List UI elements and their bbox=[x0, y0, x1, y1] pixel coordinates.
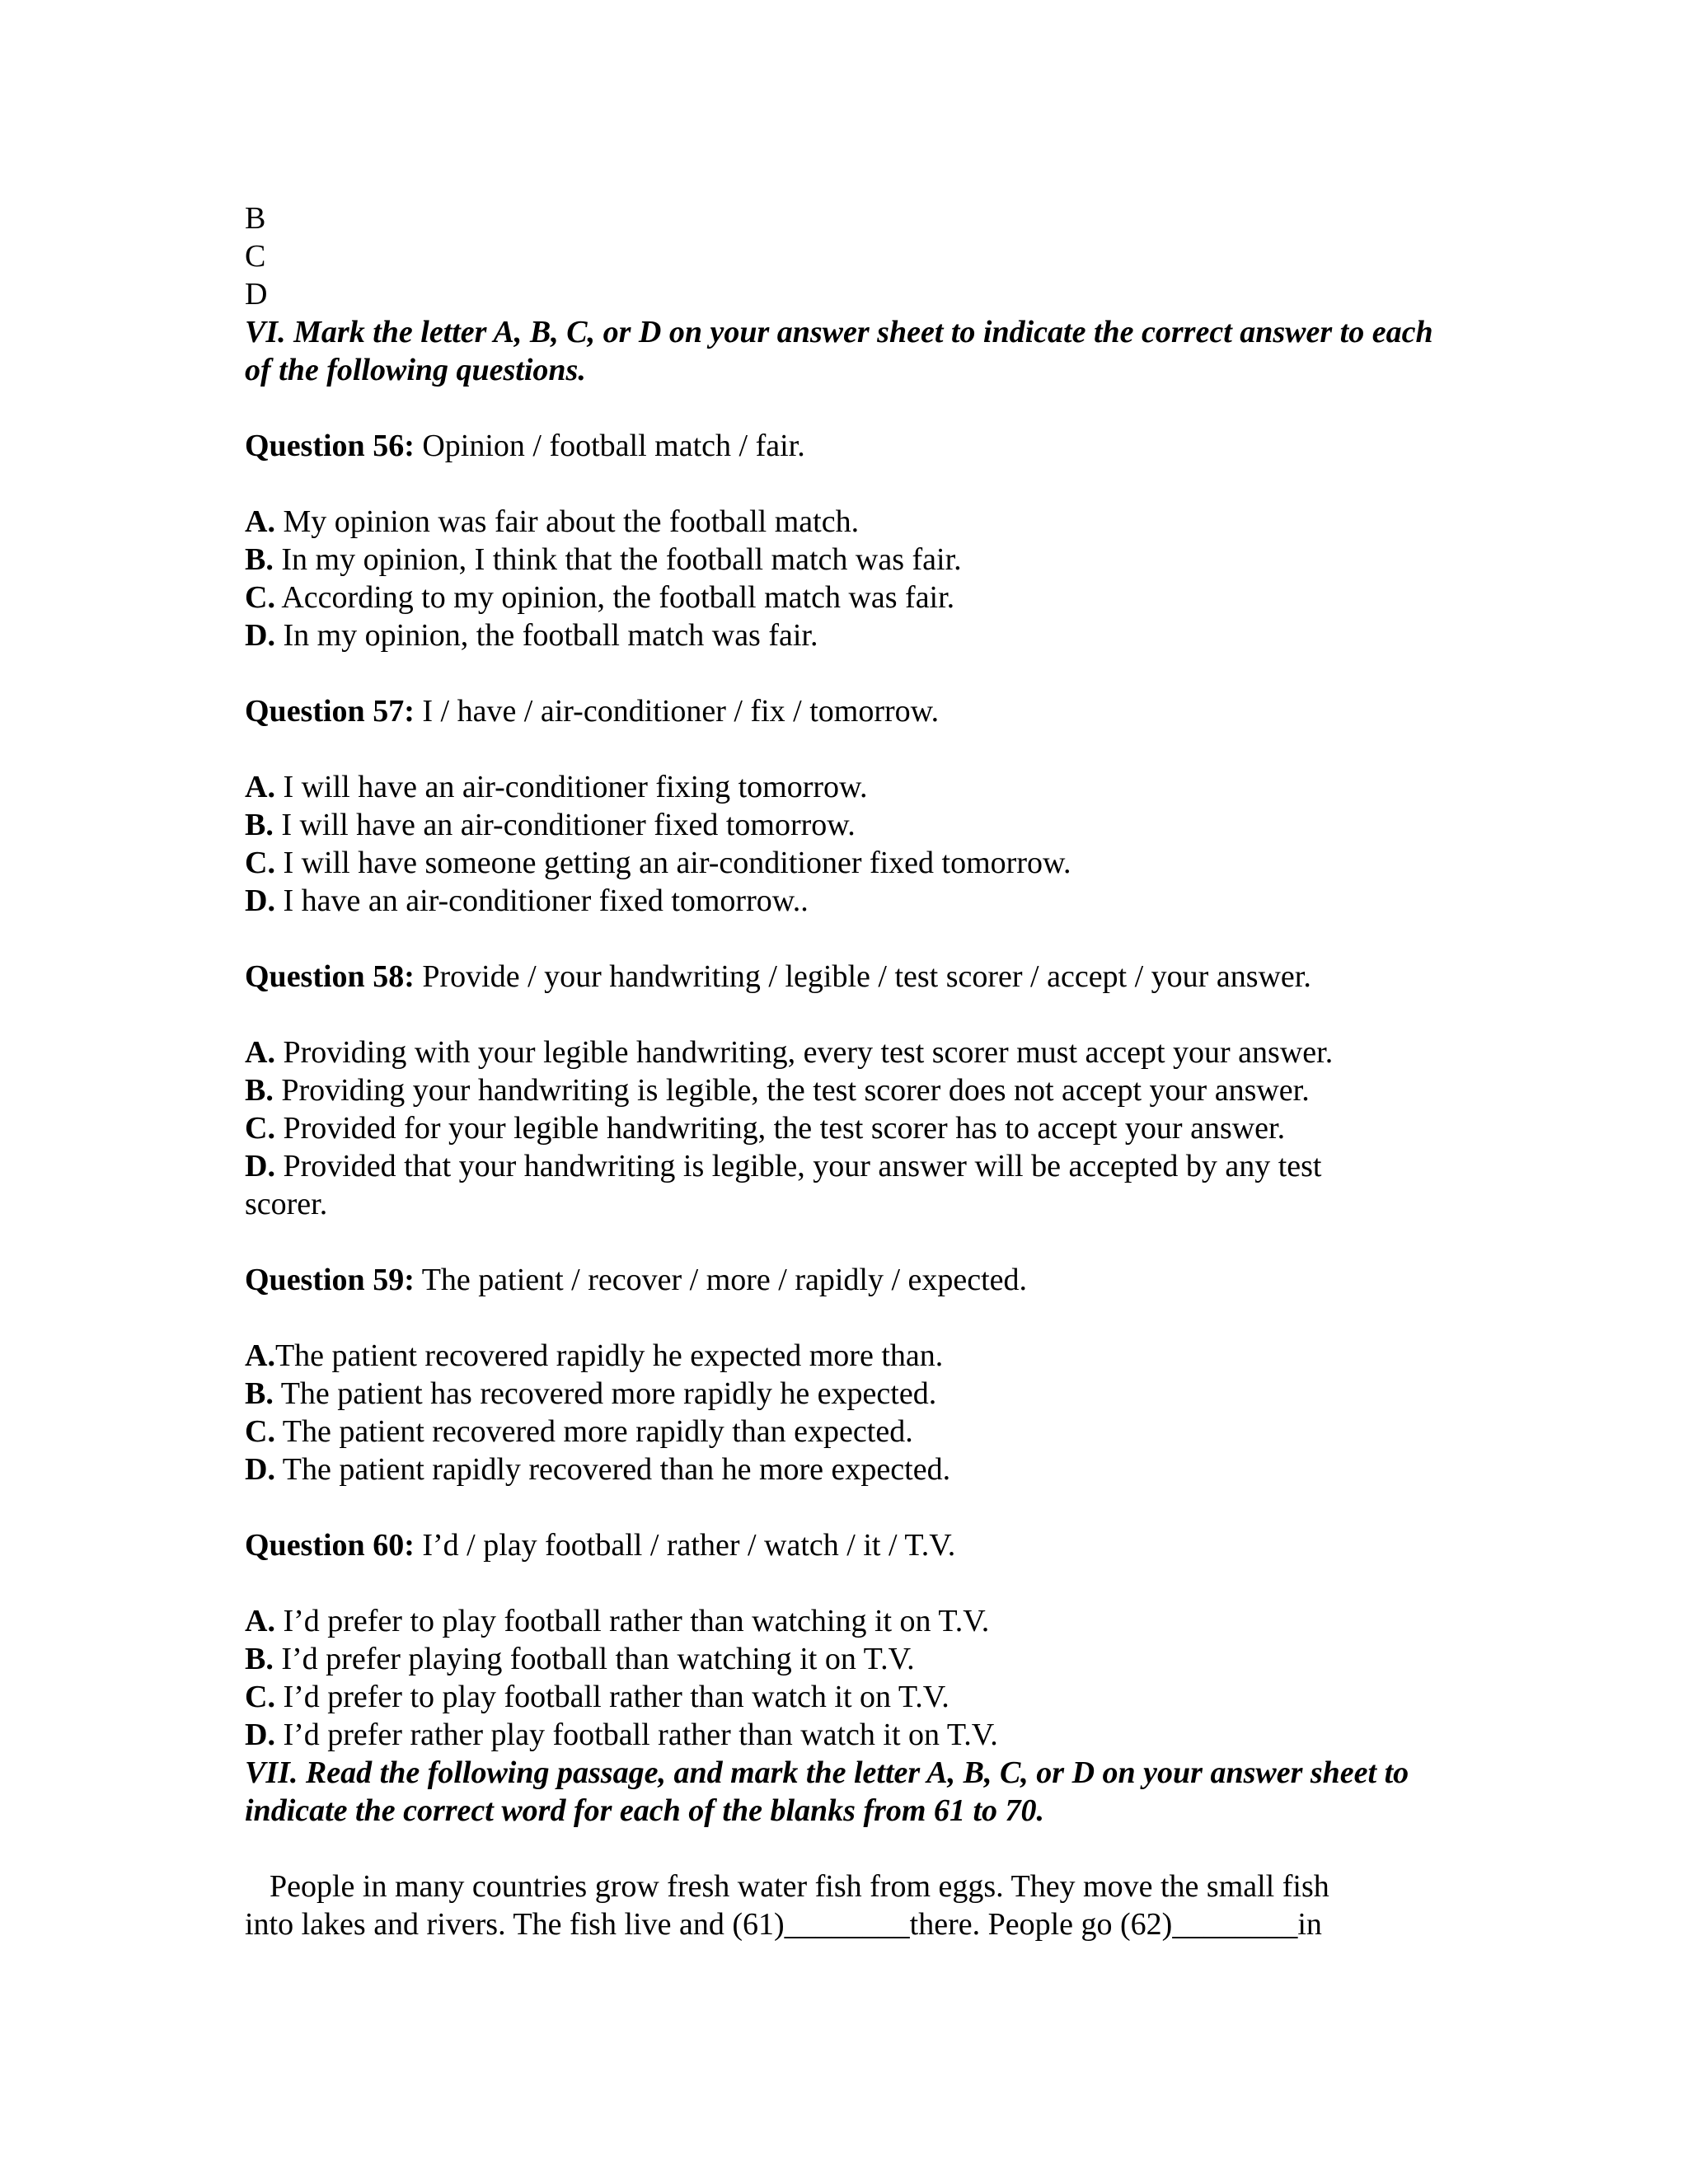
option-b: B. In my opinion, I think that the football match was fair. bbox=[245, 542, 962, 577]
option-d: D. I have an air-conditioner fixed tomorrow.. bbox=[245, 883, 809, 918]
question-label: Question 60: bbox=[245, 1528, 415, 1563]
question-prompt bbox=[245, 958, 1481, 996]
question-60 bbox=[245, 1526, 1481, 1754]
question-58 bbox=[245, 958, 1481, 1223]
option-b: B. The patient has recovered more rapidly he expected. bbox=[245, 1376, 937, 1411]
option-d: D. The patient rapidly recovered than he more expected. bbox=[245, 1452, 951, 1487]
reading-passage bbox=[245, 1868, 1481, 1943]
question-56 bbox=[245, 427, 1481, 654]
question-59 bbox=[245, 1261, 1481, 1488]
option-a: A. I will have an air-conditioner fixing tomorrow. bbox=[245, 770, 868, 804]
question-prompt bbox=[245, 427, 1481, 465]
question-label: Question 57: bbox=[245, 694, 415, 729]
option-b: B. Providing your handwriting is legible, the test scorer does not accept your answer. bbox=[245, 1073, 1310, 1108]
option-c: C. According to my opinion, the football match was fair. bbox=[245, 580, 955, 615]
option-c: C. I will have someone getting an air-conditioner fixed tomorrow. bbox=[245, 846, 1071, 880]
question-text: The patient / recover / more / rapidly / expected. bbox=[421, 1263, 1028, 1297]
letter-d: D bbox=[245, 277, 268, 312]
option-c: C. I’d prefer to play football rather than watch it on T.V. bbox=[245, 1680, 950, 1714]
question-label: Question 59: bbox=[245, 1263, 415, 1297]
question-prompt bbox=[245, 1526, 1481, 1564]
question-prompt bbox=[245, 692, 1481, 730]
question-text: I / have / air-conditioner / fix / tomorrow. bbox=[422, 694, 940, 729]
section-vi-heading: VI. Mark the letter A, B, C, or D on your answer sheet to indicate the correct answer to each of the following questions. bbox=[245, 315, 1433, 387]
question-prompt bbox=[245, 1261, 1481, 1299]
option-a: A. I’d prefer to play football rather than watching it on T.V. bbox=[245, 1604, 990, 1638]
blank-62: ________ bbox=[1172, 1907, 1298, 1942]
question-label: Question 58: bbox=[245, 959, 415, 994]
letter-b: B bbox=[245, 201, 266, 236]
option-a: A.The patient recovered rapidly he expected more than. bbox=[245, 1338, 944, 1373]
question-57 bbox=[245, 692, 1481, 920]
document-page bbox=[245, 199, 1481, 1943]
option-d: D. I’d prefer rather play football rather than watch it on T.V. bbox=[245, 1718, 998, 1752]
letter-c: C bbox=[245, 239, 266, 274]
question-label: Question 56: bbox=[245, 429, 415, 463]
option-d: D. Provided that your handwriting is legible, your answer will be accepted by any test scorer. bbox=[245, 1149, 1322, 1221]
passage-line-1: People in many countries grow fresh water fish from eggs. They move the small fish bbox=[270, 1869, 1329, 1904]
option-a: A. Providing with your legible handwriting, every test scorer must accept your answer. bbox=[245, 1035, 1334, 1070]
section-vii-heading: VII. Read the following passage, and mark the letter A, B, C, or D on your answer sheet to indicate the correct word for each of the blanks from 61 to 70. bbox=[245, 1755, 1409, 1828]
question-text: I’d / play football / rather / watch / it / T.V. bbox=[422, 1528, 956, 1563]
option-c: C. Provided for your legible handwriting, the test scorer has to accept your answer. bbox=[245, 1111, 1286, 1146]
question-text: Opinion / football match / fair. bbox=[422, 429, 805, 463]
option-b: B. I’d prefer playing football than watching it on T.V. bbox=[245, 1642, 915, 1676]
blank-61: ________ bbox=[784, 1907, 910, 1942]
option-b: B. I will have an air-conditioner fixed tomorrow. bbox=[245, 808, 856, 842]
passage-line-2: into lakes and rivers. The fish live and (61)________there. People go (62)________in bbox=[245, 1907, 1322, 1942]
option-c: C. The patient recovered more rapidly than expected. bbox=[245, 1414, 913, 1449]
question-text: Provide / your handwriting / legible / test scorer / accept / your answer. bbox=[422, 959, 1311, 994]
option-a: A. My opinion was fair about the football match. bbox=[245, 504, 860, 539]
option-d: D. In my opinion, the football match was fair. bbox=[245, 618, 818, 653]
